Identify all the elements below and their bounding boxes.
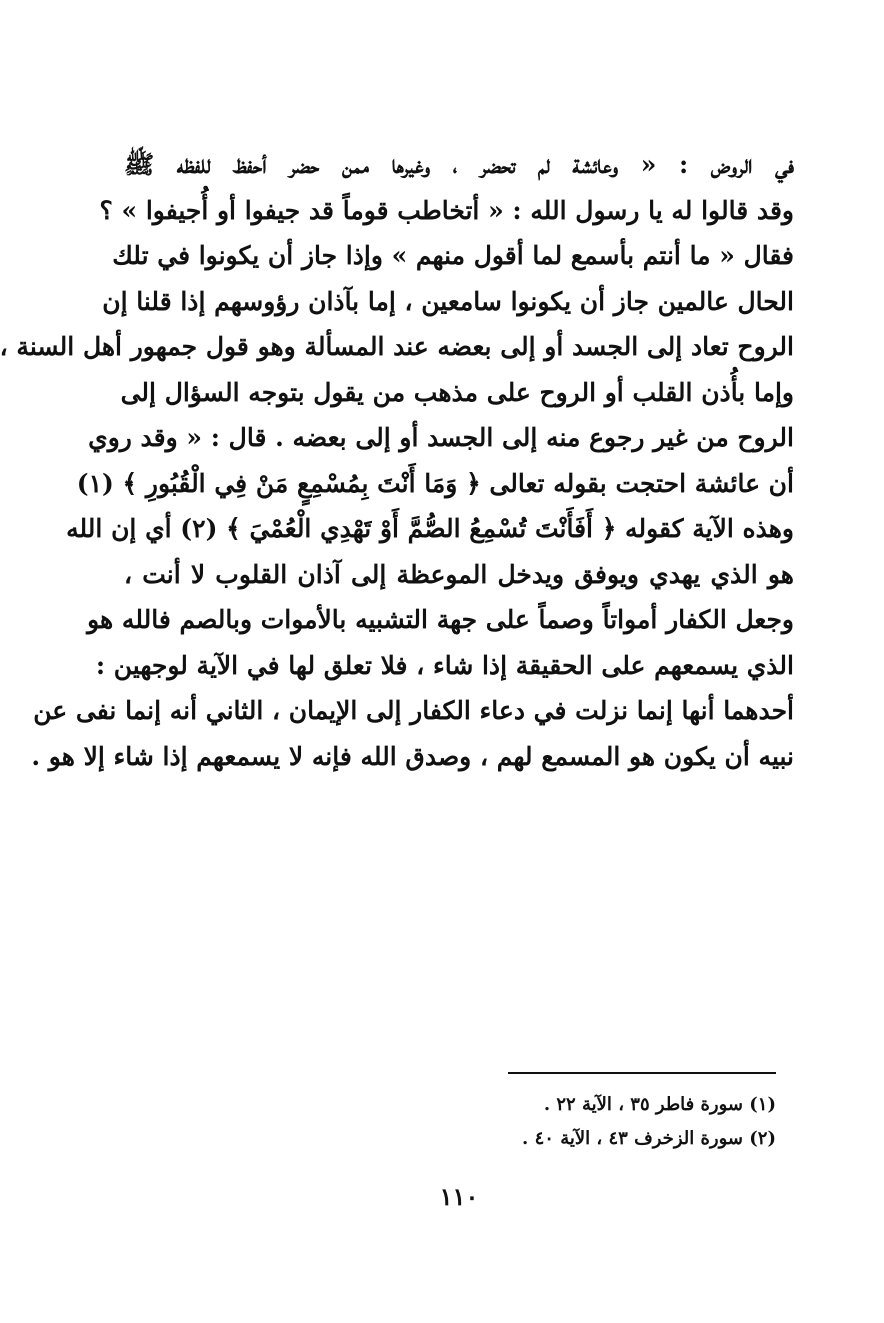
footnote-divider xyxy=(508,1072,776,1074)
text-line: الحال عالمين جاز أن يكونوا سامعين ، إما بآذان رؤوسهم إذا قلنا إن xyxy=(102,286,794,316)
text-line: هو الذي يهدي ويوفق ويدخل الموعظة إلى آذان القلوب لا أنت ، xyxy=(124,559,794,589)
text-line: وإما بأُذن القلب أو الروح على مذهب من يقول بتوجه السؤال إلى xyxy=(120,377,794,407)
text-line: في الروض : « وعائشة لم تحضر ، وغيرها ممن حضر أحفظ للفظه ﷺ xyxy=(124,150,794,179)
footnote-2: (٢) سورة الزخرف ٤٣ ، الآية ٤٠ . xyxy=(522,1128,776,1149)
text-line: وهذه الآية كقوله ﴿ أَفَأَنْتَ تُسْمِعُ الصُّمَّ أَوْ تَهْدِي الْعُمْيَ ﴾ (٢) أي إن الله xyxy=(66,514,794,543)
text-line: وقد قالوا له يا رسول الله : « أتخاطب قوماً قد جيفوا أو أُجيفوا » ؟ xyxy=(99,195,794,225)
footnotes xyxy=(276,1088,776,1156)
page-number: ١١٠ xyxy=(439,1182,479,1211)
text-line: نبيه أن يكون هو المسمع لهم ، وصدق الله فإنه لا يسمعهم إذا شاء إلا هو . xyxy=(31,741,794,771)
footnote-1: (١) سورة فاطر ٣٥ ، الآية ٢٢ . xyxy=(543,1094,776,1115)
text-line: فقال « ما أنتم بأسمع لما أقول منهم » وإذا جاز أن يكونوا في تلك xyxy=(112,241,794,270)
main-text xyxy=(0,142,794,779)
text-line: وجعل الكفار أمواتاً وصماً على جهة التشبيه بالأموات وبالصم فالله هو xyxy=(87,605,794,634)
text-line: الذي يسمعهم على الحقيقة إذا شاء ، فلا تعلق لها في الآية لوجهين : xyxy=(95,650,794,680)
text-line: أن عائشة احتجت بقوله تعالى ﴿ وَمَا أَنْتَ بِمُسْمِعٍ مَنْ فِي الْقُبُورِ ﴾ (١) xyxy=(76,468,794,498)
text-line: الروح تعاد إلى الجسد أو إلى بعضه عند المسألة وهو قول جمهور أهل السنة ، xyxy=(0,332,794,361)
text-line: الروح من غير رجوع منه إلى الجسد أو إلى بعضه . قال : « وقد روي xyxy=(88,423,794,452)
text-line: أحدهما أنها إنما نزلت في دعاء الكفار إلى الإيمان ، الثاني أنه إنما نفى عن xyxy=(33,696,794,725)
